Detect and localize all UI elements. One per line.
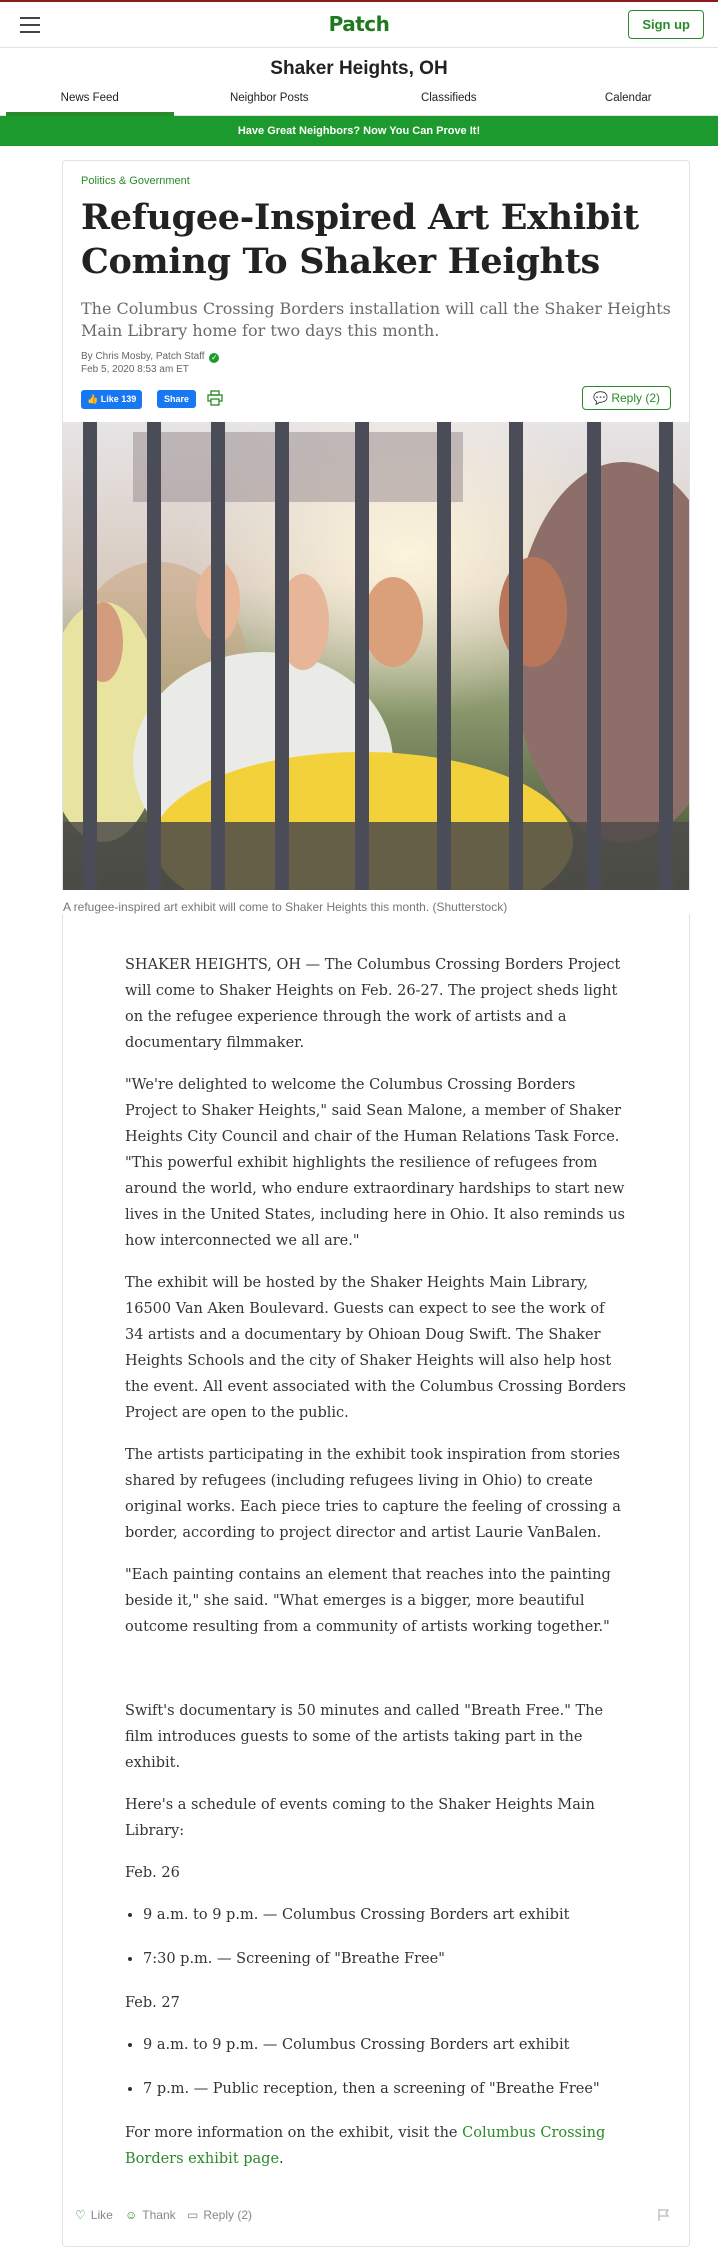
comment-icon: ▭ bbox=[187, 2208, 198, 2222]
facebook-like-button[interactable]: 👍 Like 139 bbox=[81, 390, 142, 409]
exhibit-page-link[interactable]: Columbus Crossing Borders exhibit page bbox=[125, 2125, 605, 2167]
city-title: Shaker Heights, OH bbox=[0, 48, 718, 84]
more-info: For more information on the exhibit, visit the Columbus Crossing Borders exhibit page. bbox=[125, 2120, 627, 2172]
author[interactable]: By Chris Mosby, Patch Staff bbox=[81, 351, 205, 362]
smile-icon: ☺ bbox=[125, 2208, 137, 2222]
schedule-list bbox=[143, 2032, 627, 2102]
tab-neighbor-posts[interactable]: Neighbor Posts bbox=[180, 84, 360, 115]
print-icon[interactable] bbox=[207, 390, 223, 406]
patch-logo[interactable]: Patch bbox=[0, 12, 718, 36]
nav-tabs bbox=[0, 84, 718, 116]
paragraph: Here's a schedule of events coming to the Shaker Heights Main Library: bbox=[125, 1792, 627, 1844]
paragraph: "Each painting contains an element that reaches into the painting beside it," she said. "What emerges is a bigger, more beautiful outcome resulting from a community of artists working together." bbox=[125, 1562, 627, 1640]
paragraph: SHAKER HEIGHTS, OH — The Columbus Crossing Borders Project will come to Shaker Heights on Feb. 26-27. The project sheds light on the refugee experience through the work of artists and a documentary filmmaker. bbox=[125, 952, 627, 1056]
article-subtitle: The Columbus Crossing Borders installation will call the Shaker Heights Main Library home for two days this month. bbox=[81, 298, 671, 342]
reply-button[interactable]: 💬 Reply (2) bbox=[582, 386, 671, 410]
paragraph: The exhibit will be hosted by the Shaker Heights Main Library, 16500 Van Aken Boulevard. Guests can expect to see the work of 34 artists and a documentary by Ohioan Doug Swift. The Shaker Heights Schools and the city of Shaker Heights will also help host the event. All event associated with the Columbus Crossing Borders Project are open to the public. bbox=[125, 1270, 627, 1426]
byline bbox=[81, 350, 671, 376]
article-card bbox=[62, 160, 690, 2247]
article-title: Refugee-Inspired Art Exhibit Coming To Shaker Heights bbox=[81, 196, 671, 284]
tab-news-feed[interactable]: News Feed bbox=[0, 84, 180, 115]
list-item: • 7:30 p.m. — Screening of "Breathe Free" bbox=[143, 1946, 627, 1972]
schedule-day: Feb. 26 bbox=[125, 1860, 627, 1886]
paragraph: The artists participating in the exhibit took inspiration from stories shared by refugees (including refugees living in Ohio) to create original works. Each piece tries to capture the feeling of crossing a border, according to project director and artist Laurie VanBalen. bbox=[125, 1442, 627, 1546]
signup-button[interactable]: Sign up bbox=[628, 10, 704, 39]
tab-calendar[interactable]: Calendar bbox=[539, 84, 718, 115]
flag-icon[interactable] bbox=[657, 2208, 671, 2222]
promo-banner[interactable]: Have Great Neighbors? Now You Can Prove It! bbox=[0, 116, 718, 146]
article-actions bbox=[63, 2194, 689, 2246]
tab-classifieds[interactable]: Classifieds bbox=[359, 84, 539, 115]
schedule-list bbox=[143, 1902, 627, 1972]
article-body bbox=[63, 914, 689, 2172]
hero-image bbox=[63, 422, 689, 890]
publish-date: Feb 5, 2020 8:53 am ET bbox=[81, 364, 189, 375]
paragraph: Swift's documentary is 50 minutes and called "Breath Free." The film introduces guests to some of the artists taking part in the exhibit. bbox=[125, 1698, 627, 1776]
list-item: • 7 p.m. — Public reception, then a screening of "Breathe Free" bbox=[143, 2076, 627, 2102]
image-caption: A refugee-inspired art exhibit will come to Shaker Heights this month. (Shutterstock) bbox=[45, 890, 705, 914]
top-bar bbox=[0, 0, 718, 48]
paragraph: "We're delighted to welcome the Columbus Crossing Borders Project to Shaker Heights," said Sean Malone, a member of Shaker Heights City Council and chair of the Human Relations Task Force. "This powerful exhibit highlights the resilience of refugees from around the world, who endure extraordinary hardships to start new lives in the United States, including here in Ohio. It also reminds us how interconnected we all are." bbox=[125, 1072, 627, 1254]
article-category[interactable]: Politics & Government bbox=[81, 175, 671, 187]
verified-icon: ✓ bbox=[209, 353, 219, 363]
comment-icon: 💬 bbox=[593, 391, 608, 405]
like-action[interactable]: ♡ Like bbox=[75, 2208, 113, 2222]
schedule-day: Feb. 27 bbox=[125, 1990, 627, 2016]
reply-action[interactable]: ▭ Reply (2) bbox=[187, 2208, 252, 2222]
facebook-share-button[interactable]: Share bbox=[157, 390, 196, 408]
list-item: • 9 a.m. to 9 p.m. — Columbus Crossing Borders art exhibit bbox=[143, 1902, 627, 1928]
thank-action[interactable]: ☺ Thank bbox=[125, 2208, 176, 2222]
share-row bbox=[81, 386, 671, 422]
heart-icon: ♡ bbox=[75, 2208, 86, 2222]
list-item: • 9 a.m. to 9 p.m. — Columbus Crossing Borders art exhibit bbox=[143, 2032, 627, 2058]
